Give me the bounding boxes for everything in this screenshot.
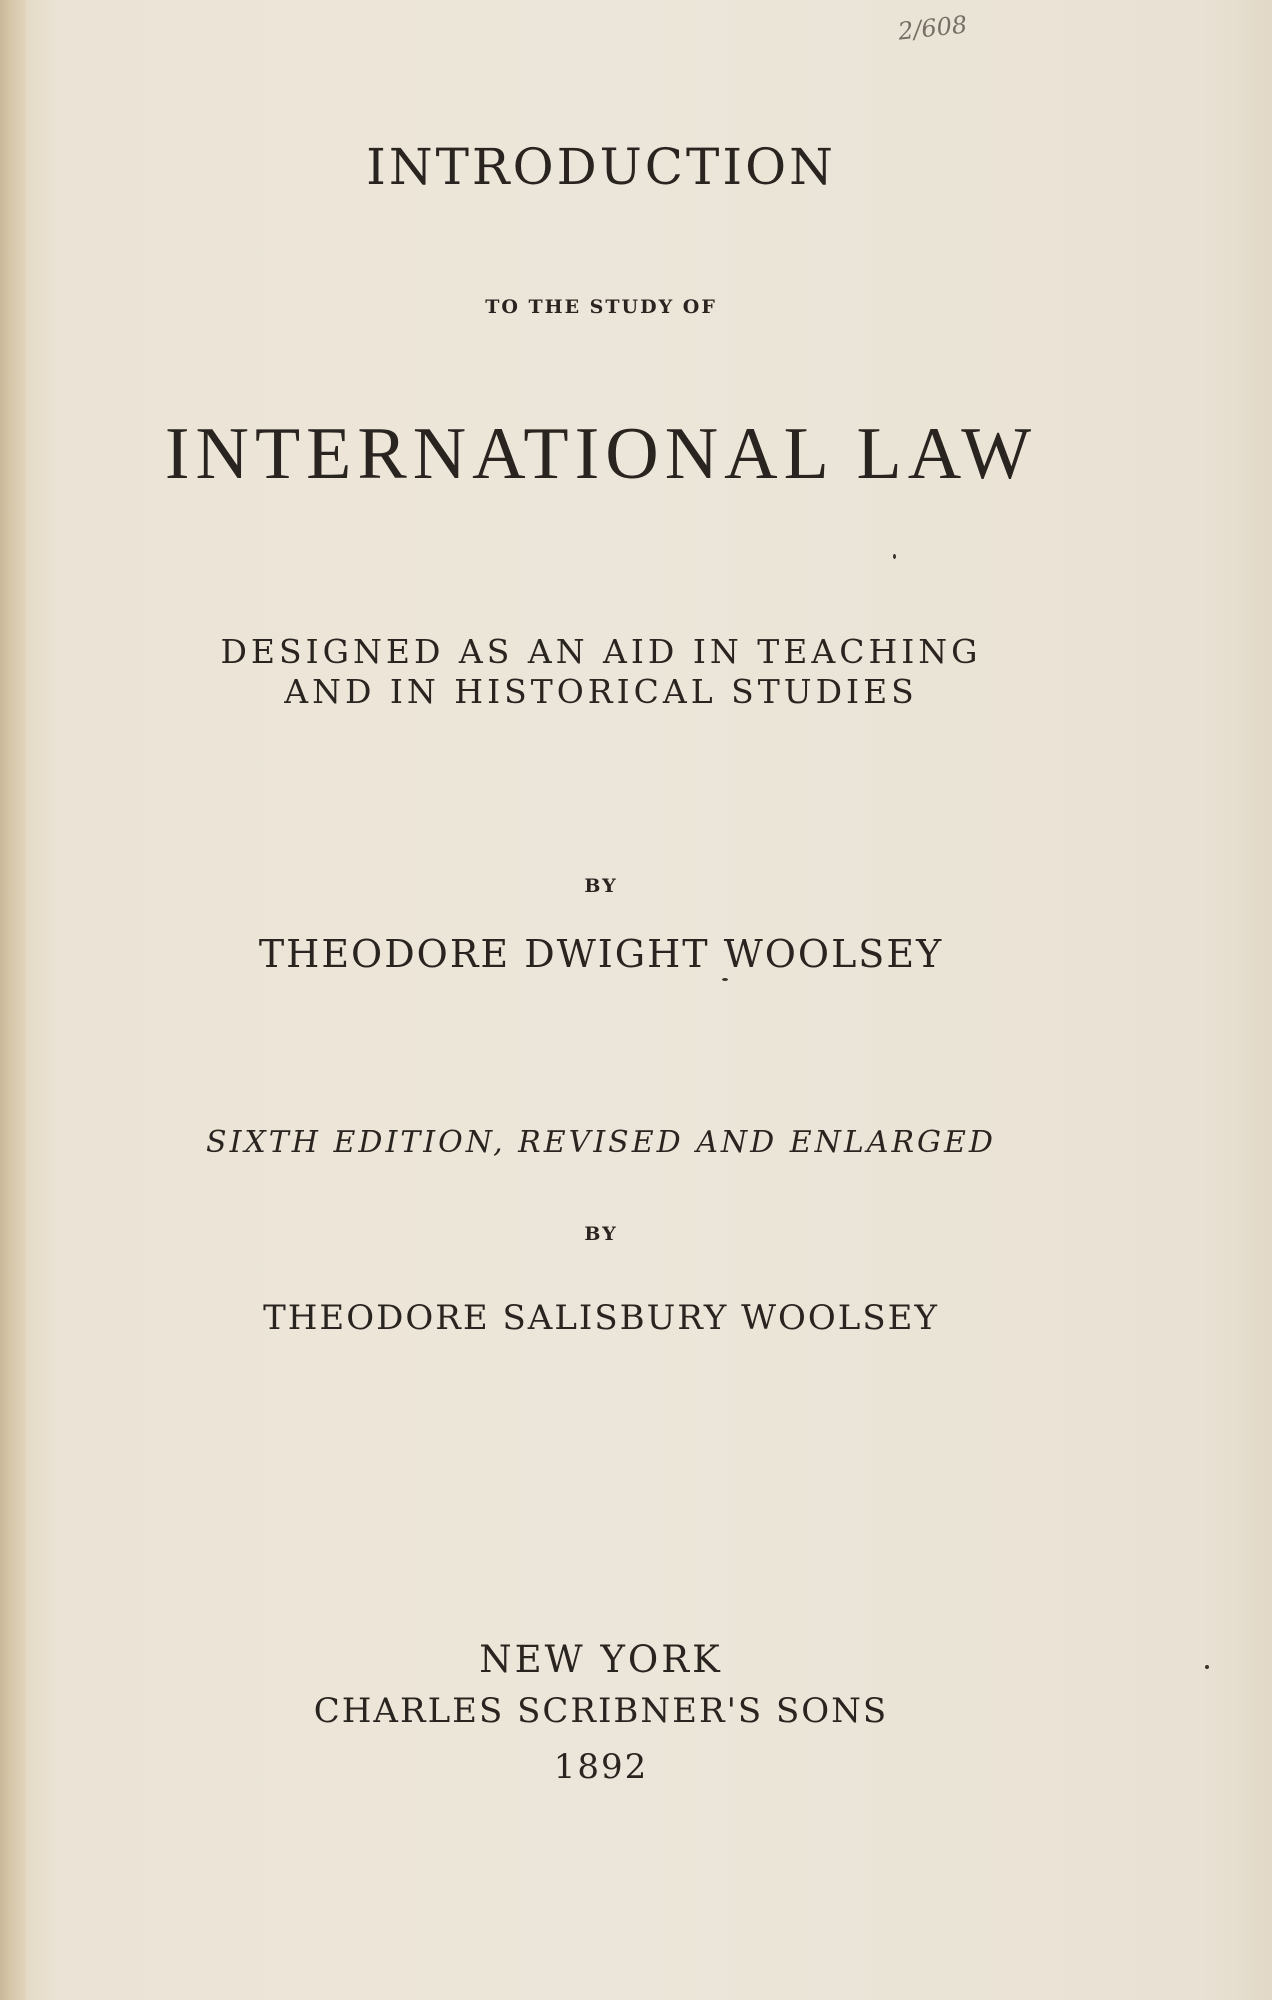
title-line-to-the-study-of: TO THE STUDY OF: [485, 296, 717, 318]
subtitle-line-2: AND IN HISTORICAL STUDIES: [284, 672, 918, 711]
author-name: THEODORE DWIGHT WOOLSEY: [258, 932, 944, 976]
imprint-city: NEW YORK: [479, 1638, 723, 1681]
subtitle-line-1: DESIGNED AS AN AID IN TEACHING: [220, 632, 982, 671]
by-label-author: BY: [584, 875, 618, 897]
handwritten-note: 2/608: [896, 10, 969, 46]
main-title: INTERNATIONAL LAW: [164, 413, 1038, 495]
ink-speck: [893, 554, 896, 559]
ink-speck: [722, 978, 728, 981]
page-gutter: [0, 0, 26, 2000]
imprint-year: 1892: [553, 1747, 649, 1787]
imprint-publisher: CHARLES SCRIBNER'S SONS: [313, 1691, 889, 1731]
by-label-reviser: BY: [584, 1223, 618, 1245]
ink-speck: [1205, 1665, 1209, 1669]
edition-statement: SIXTH EDITION, REVISED AND ENLARGED: [206, 1125, 996, 1160]
reviser-name: THEODORE SALISBURY WOOLSEY: [263, 1298, 939, 1338]
title-line-introduction: INTRODUCTION: [366, 138, 836, 196]
